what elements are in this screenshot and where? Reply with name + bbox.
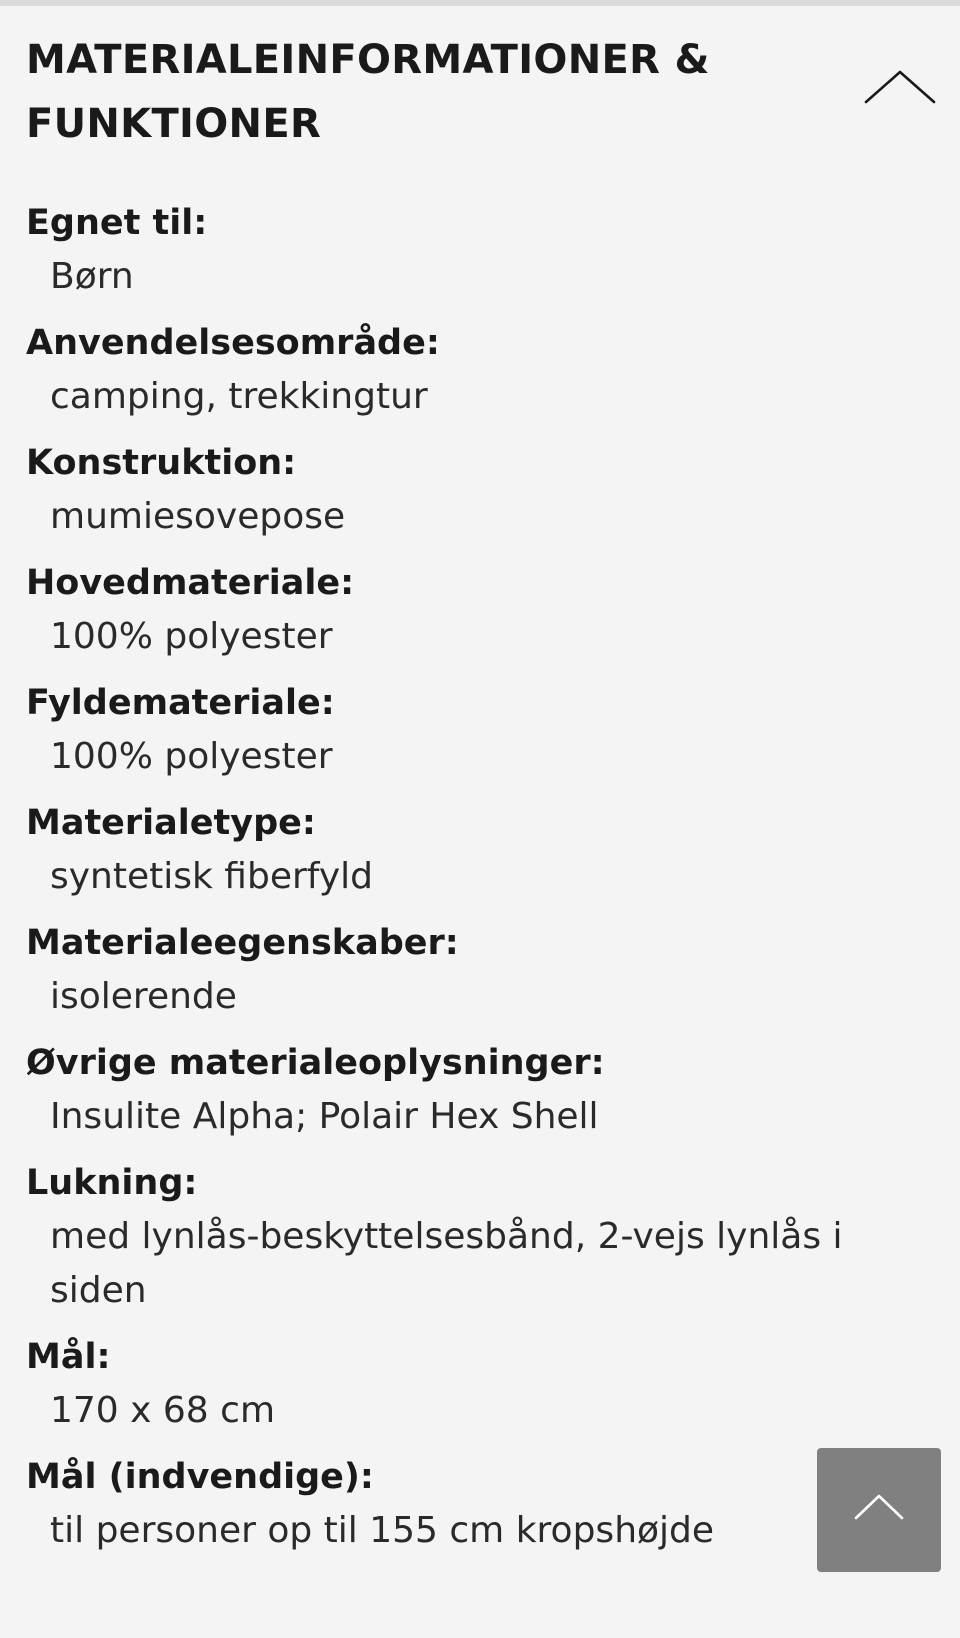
spec-value-main-material: 100% polyester: [50, 616, 333, 657]
section-header[interactable]: [26, 28, 906, 158]
spec-label-filling-material: Fyldemateriale:: [26, 683, 335, 723]
spec-label-dimensions: Mål:: [26, 1337, 111, 1377]
spec-list: [26, 196, 906, 1570]
spec-value-closure: med lynlås-beskyttelsesbånd, 2-vejs lynlås i siden: [50, 1216, 843, 1311]
spec-label-material-properties: Materialeegenskaber:: [26, 923, 459, 963]
section-title: MATERIALEINFORMATIONER & FUNKTIONER: [26, 37, 710, 147]
collapse-toggle-button[interactable]: [862, 66, 938, 112]
chevron-up-icon: [853, 1492, 905, 1522]
spec-label-material-type: Materialetype:: [26, 803, 316, 843]
spec-value-material-type: syntetisk fiberfyld: [50, 856, 373, 897]
spec-label-other-material-info: Øvrige materialeoplysninger:: [26, 1043, 605, 1083]
spec-label-inner-dimensions: Mål (indvendige):: [26, 1457, 374, 1497]
spec-label-usage-area: Anvendelsesområde:: [26, 323, 440, 363]
spec-label-main-material: Hovedmateriale:: [26, 563, 355, 603]
spec-value-usage-area: camping, trekkingtur: [50, 376, 428, 417]
spec-value-inner-dimensions: til personer op til 155 cm kropshøjde: [50, 1510, 715, 1551]
spec-value-other-material-info: Insulite Alpha; Polair Hex Shell: [50, 1096, 599, 1137]
spec-value-material-properties: isolerende: [50, 976, 237, 1017]
spec-value-dimensions: 170 x 68 cm: [50, 1390, 276, 1431]
spec-value-construction: mumiesovepose: [50, 496, 346, 537]
spec-label-construction: Konstruktion:: [26, 443, 297, 483]
spec-label-suitable-for: Egnet til:: [26, 203, 208, 243]
chevron-up-icon: [862, 66, 938, 112]
spec-label-closure: Lukning:: [26, 1163, 198, 1203]
spec-value-suitable-for: Børn: [50, 256, 134, 297]
spec-value-filling-material: 100% polyester: [50, 736, 333, 777]
top-divider: [0, 0, 960, 6]
scroll-to-top-button[interactable]: [817, 1448, 941, 1572]
